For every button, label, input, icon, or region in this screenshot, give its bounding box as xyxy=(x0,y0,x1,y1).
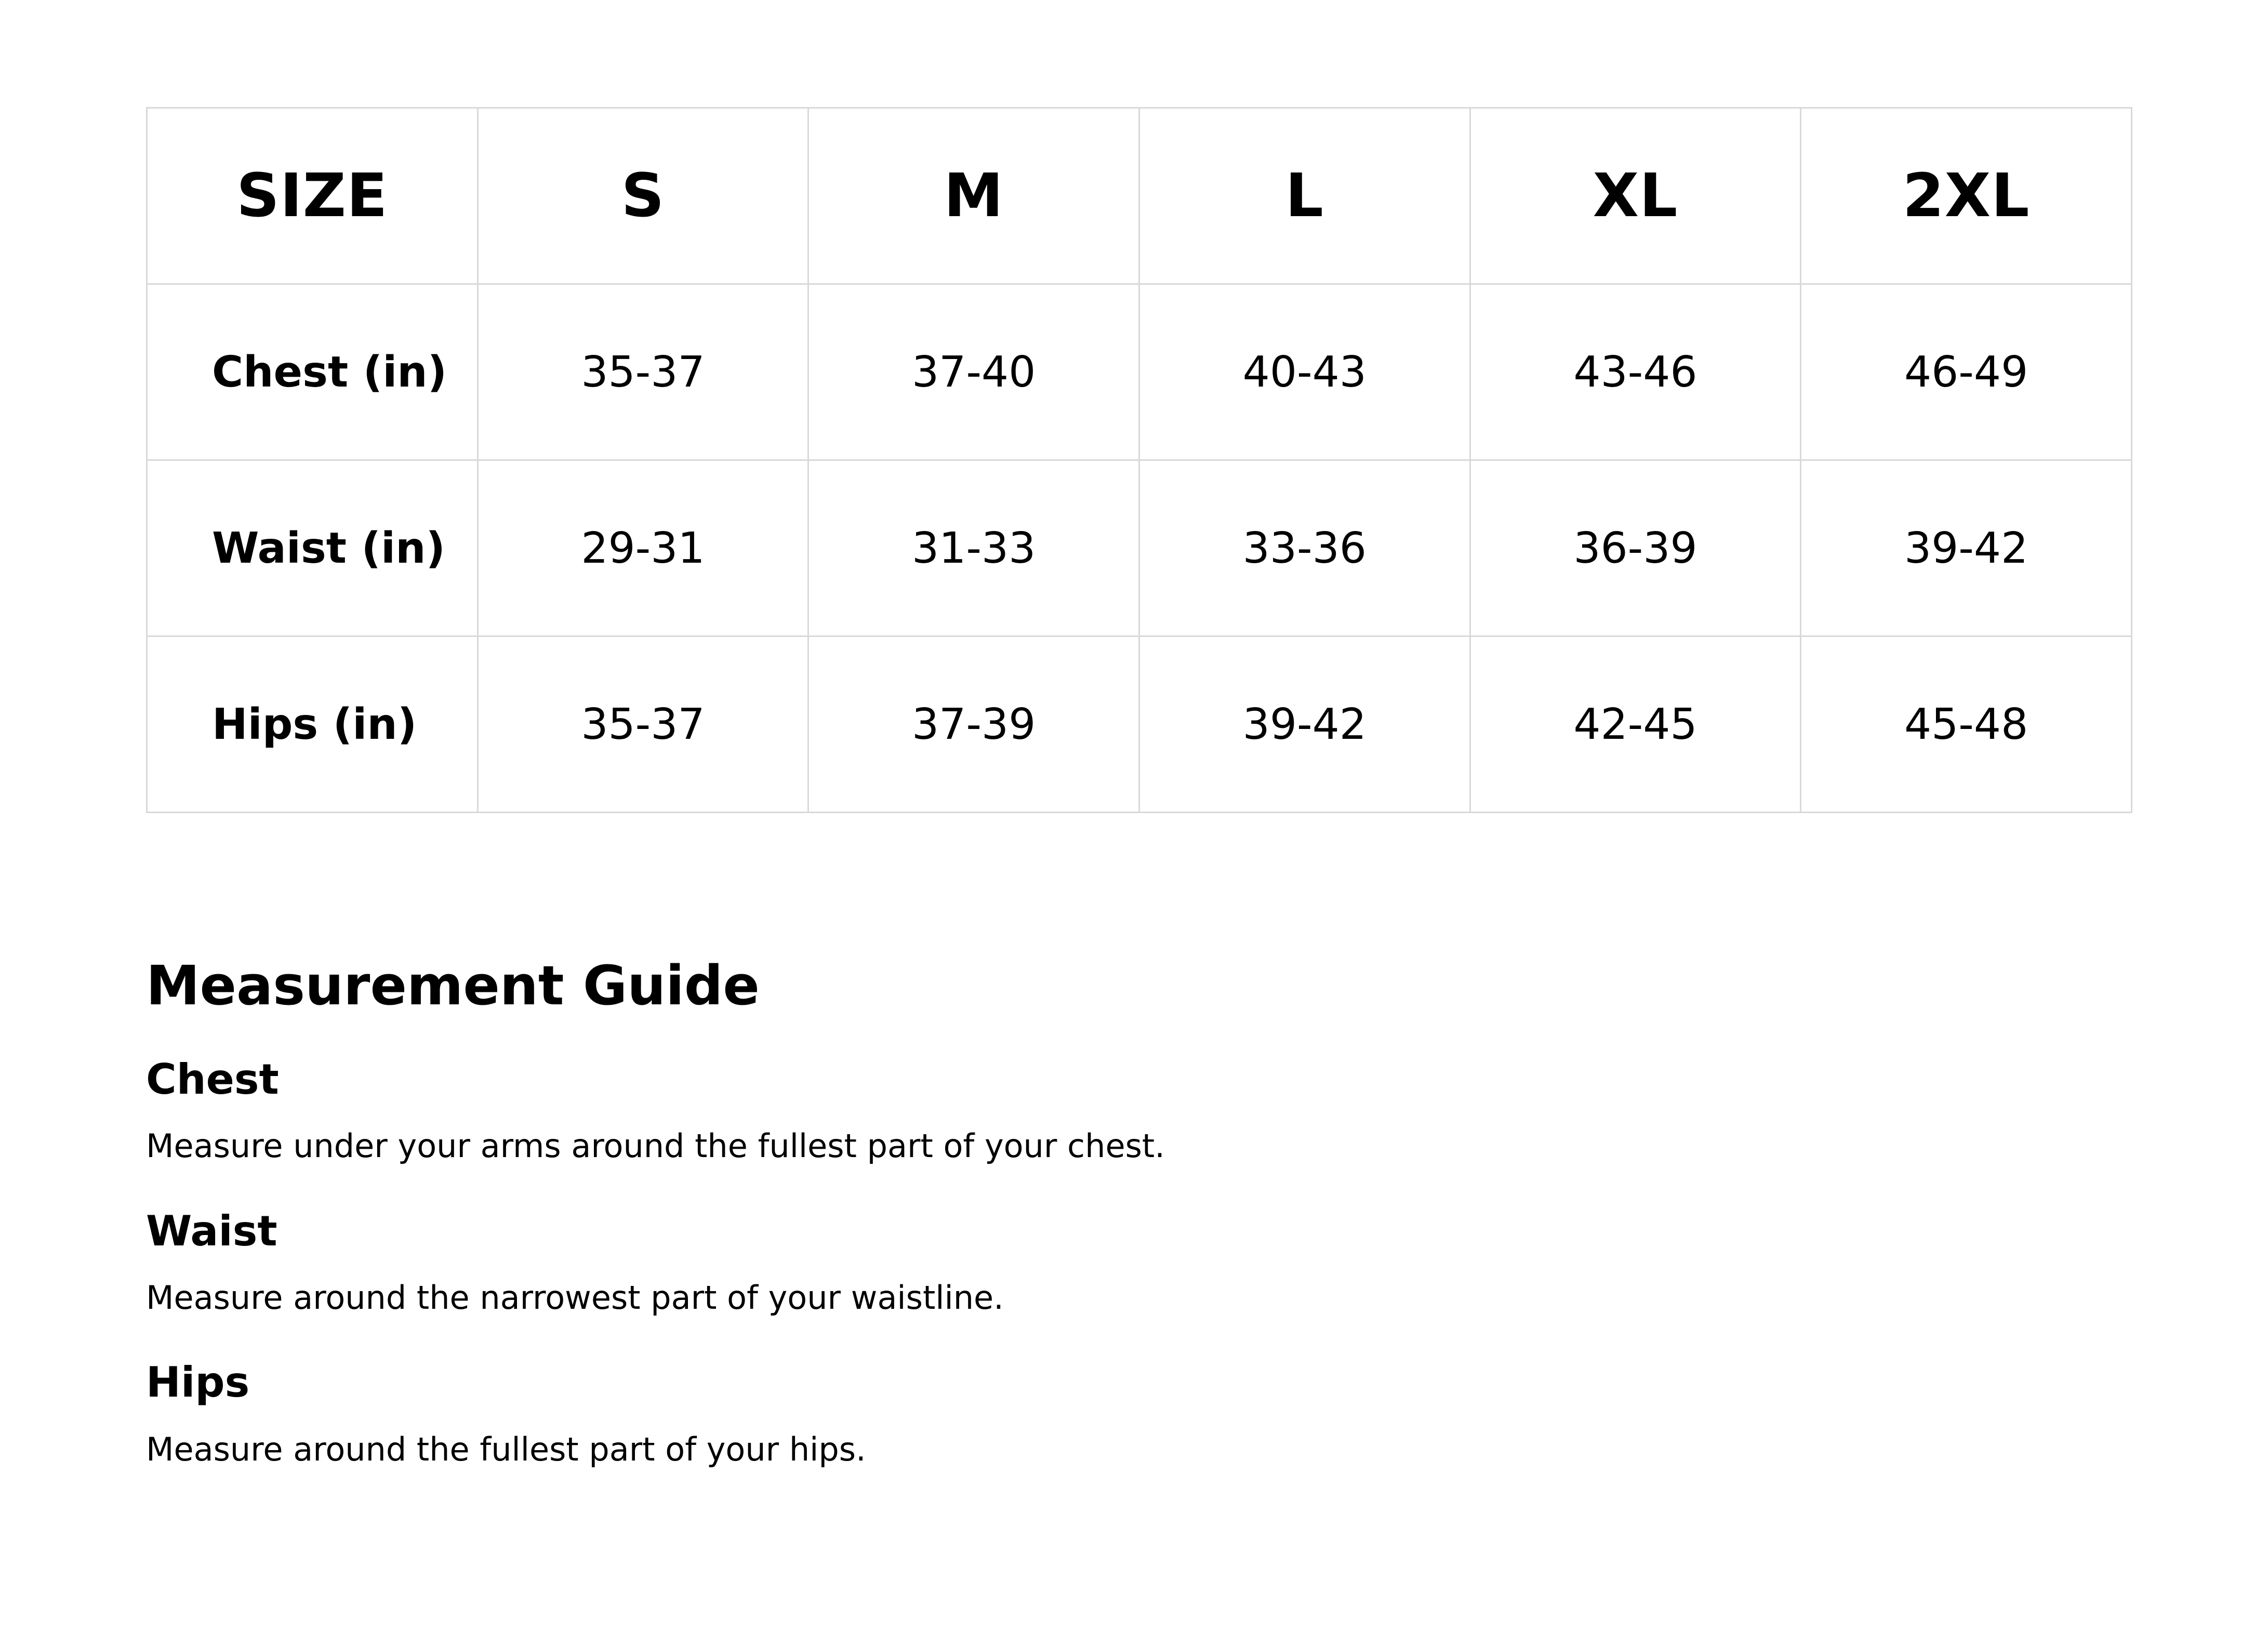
size-chart xyxy=(146,107,2131,813)
size-table xyxy=(146,107,2132,813)
guide-item-text-waist: Measure around the narrowest part of your waistline. xyxy=(146,1279,1004,1317)
header-xl: XL xyxy=(1470,108,1801,284)
table-cell: 35-37 xyxy=(478,284,808,460)
row-label-waist: Waist (in) xyxy=(147,460,478,636)
header-s: S xyxy=(478,108,808,284)
table-row-chest xyxy=(147,284,2132,460)
table-row-hips xyxy=(147,636,2132,813)
header-l: L xyxy=(1139,108,1470,284)
row-label-chest: Chest (in) xyxy=(147,284,478,460)
table-cell: 37-40 xyxy=(808,284,1139,460)
guide-item-title-chest: Chest xyxy=(146,1055,279,1104)
table-cell: 43-46 xyxy=(1470,284,1801,460)
guide-item-text-chest: Measure under your arms around the fullest part of your chest. xyxy=(146,1127,1165,1165)
header-size: SIZE xyxy=(147,108,478,284)
row-label-hips: Hips (in) xyxy=(147,636,478,813)
table-cell: 37-39 xyxy=(808,636,1139,813)
table-cell: 36-39 xyxy=(1470,460,1801,636)
table-cell: 45-48 xyxy=(1801,636,2132,813)
guide-item-title-waist: Waist xyxy=(146,1207,277,1255)
table-cell: 29-31 xyxy=(478,460,808,636)
guide-item-text-hips: Measure around the fullest part of your hips. xyxy=(146,1430,866,1468)
table-cell: 33-36 xyxy=(1139,460,1470,636)
header-2xl: 2XL xyxy=(1801,108,2132,284)
table-cell: 46-49 xyxy=(1801,284,2132,460)
table-cell: 40-43 xyxy=(1139,284,1470,460)
measurement-guide xyxy=(146,954,2120,1468)
header-m: M xyxy=(808,108,1139,284)
guide-item-title-hips: Hips xyxy=(146,1358,250,1406)
table-cell: 31-33 xyxy=(808,460,1139,636)
table-cell: 35-37 xyxy=(478,636,808,813)
guide-title: Measurement Guide xyxy=(146,954,760,1017)
table-header-row xyxy=(147,108,2132,284)
table-cell: 39-42 xyxy=(1139,636,1470,813)
table-row-waist xyxy=(147,460,2132,636)
table-cell: 39-42 xyxy=(1801,460,2132,636)
table-cell: 42-45 xyxy=(1470,636,1801,813)
